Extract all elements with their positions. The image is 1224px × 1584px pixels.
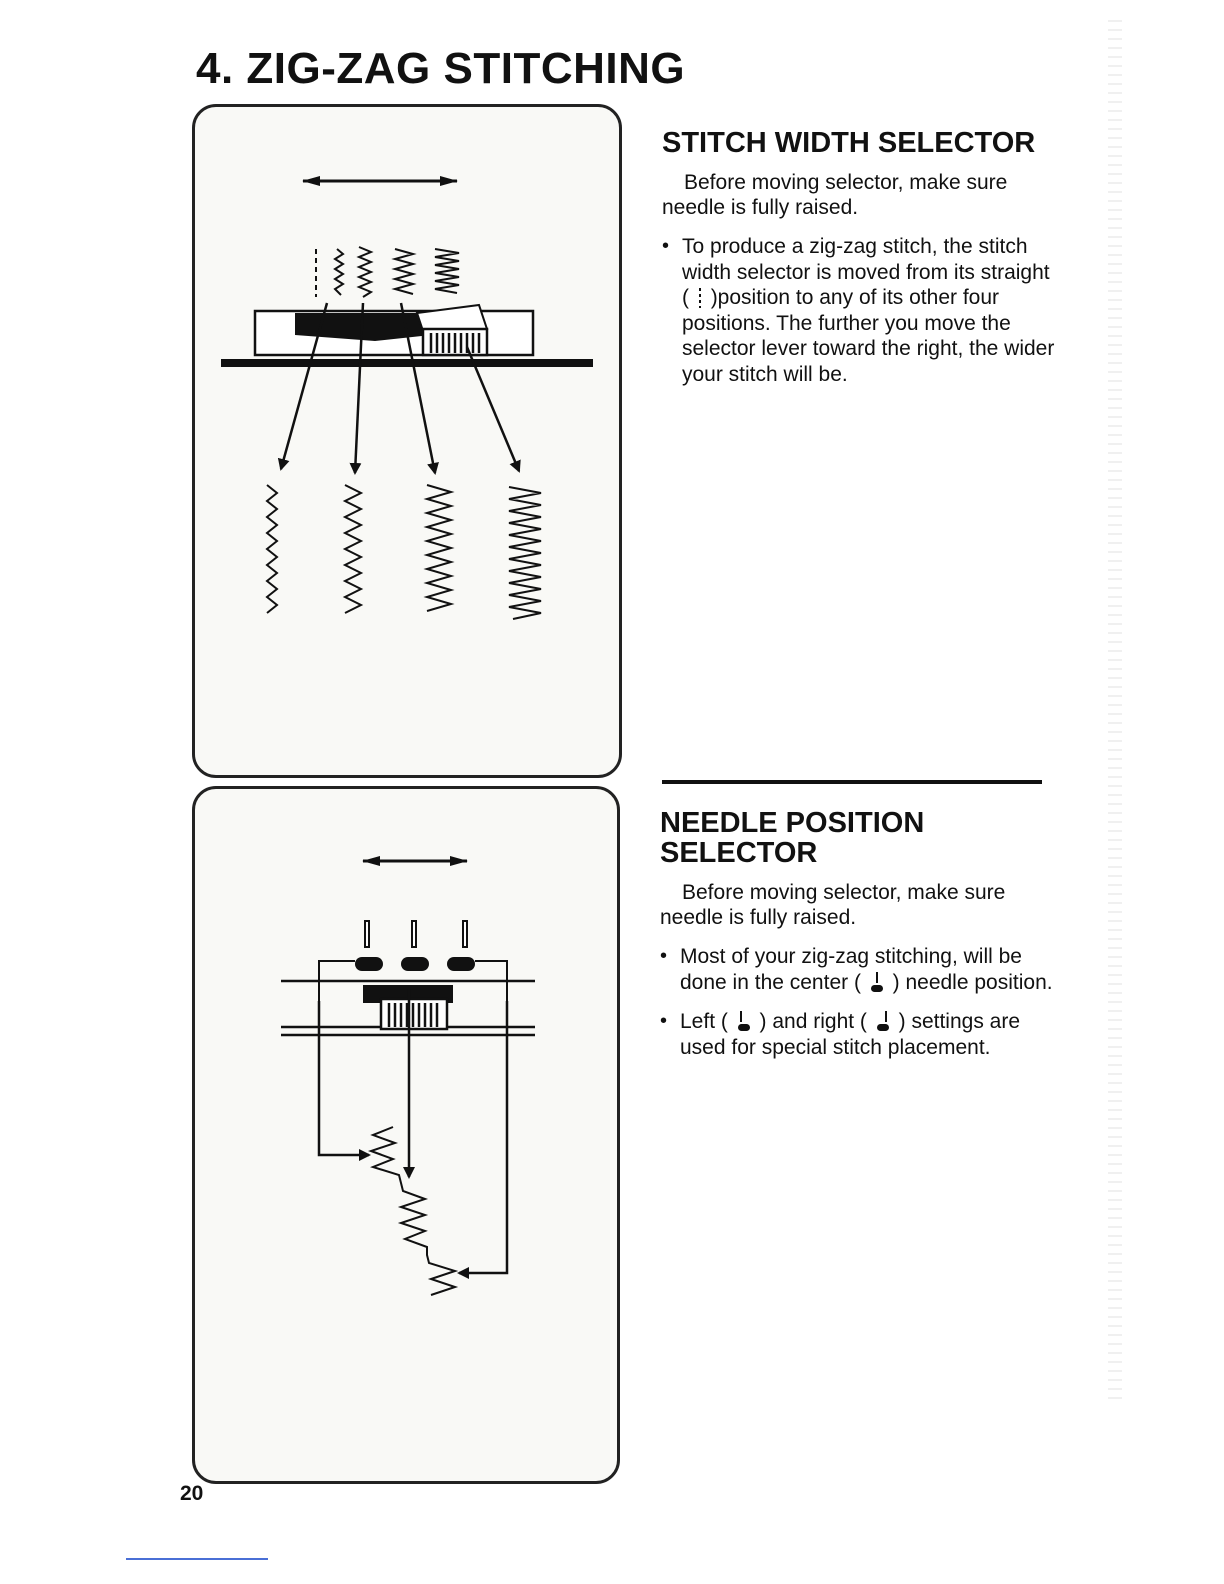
straight-stitch-icon: [695, 287, 705, 309]
stitch-sample-1: [267, 485, 277, 613]
needle-symbols: [365, 921, 467, 947]
page-number: 20: [180, 1482, 204, 1505]
needle-position-bullets: [660, 944, 1060, 1060]
stitch-width-illustration: [192, 104, 622, 778]
position-guide-arrows: [319, 989, 507, 1273]
needle-position-stitch: [371, 1127, 455, 1295]
needle-center-icon: [867, 971, 887, 995]
stitch-width-heading: STITCH WIDTH SELECTOR: [662, 127, 1036, 159]
needle-right-icon: [873, 1010, 893, 1034]
stitch-sample-4: [509, 487, 541, 619]
stitch-width-diagram: [195, 107, 619, 775]
needle-position-section: [660, 808, 1060, 1074]
scan-edge-noise: [1108, 20, 1122, 1400]
small-stitch-symbols: [316, 247, 459, 297]
scan-edge-line: [126, 1558, 268, 1560]
machine-bed-line: [221, 359, 593, 367]
stitch-width-intro: Before moving selector, make sure needle is fully raised.: [662, 171, 1008, 219]
position-slots: [355, 957, 475, 971]
page-title: 4. ZIG-ZAG STITCHING: [196, 44, 686, 93]
needle-position-bullet-center: • Most of your zig-zag stitching, will be done in the center ( ) needle position.: [660, 944, 1060, 995]
needle-position-bullet-left-right: • Left ( ) and right ( ) settings are used for special stitch placement.: [660, 1009, 1060, 1060]
stitch-sample-3: [427, 485, 451, 611]
stitch-width-section: [662, 128, 1062, 401]
needle-left-icon: [734, 1010, 754, 1034]
needle-position-diagram: [195, 789, 617, 1481]
needle-position-heading: NEEDLE POSITION SELECTOR: [660, 807, 925, 869]
stitch-width-bullets: [662, 234, 1062, 387]
section-divider: [662, 780, 1042, 784]
stitch-width-samples: [267, 485, 541, 619]
stitch-sample-2: [345, 485, 361, 613]
needle-position-illustration: [192, 786, 620, 1484]
selector-knob: [417, 305, 487, 355]
stitch-width-bullet: • To produce a zig-zag stitch, the stitch width selector is moved from its straight ( )position to any of its other four positions. The further you move the selector lever toward the right, the wider your stitch will be.: [662, 234, 1062, 387]
needle-position-intro: Before moving selector, make sure needle is fully raised.: [660, 881, 1006, 929]
